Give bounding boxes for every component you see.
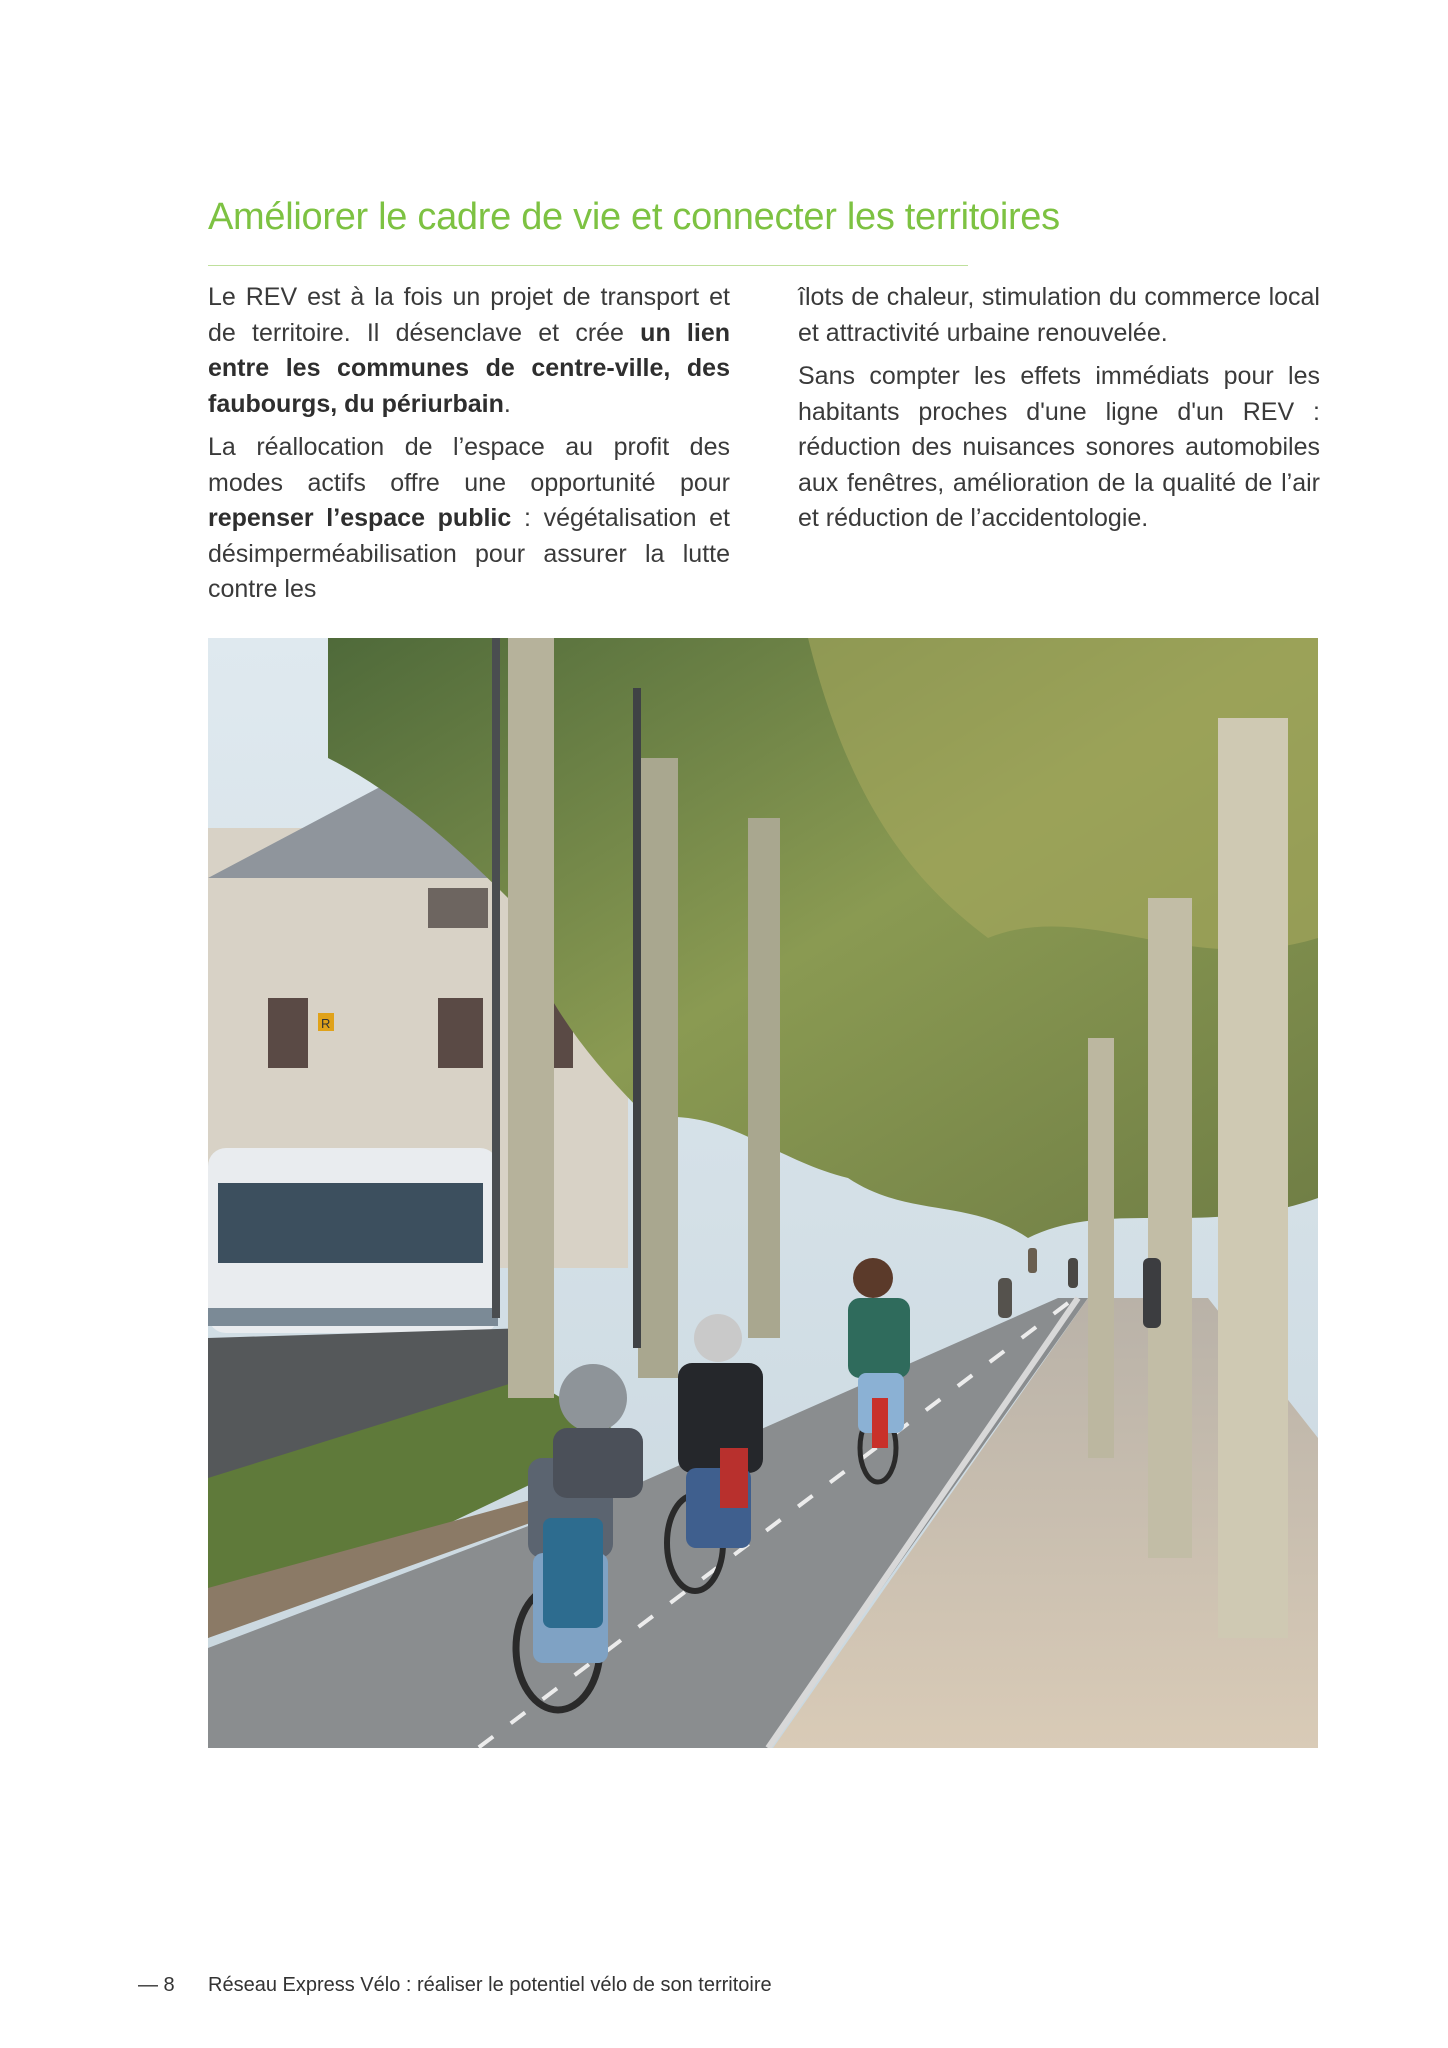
building-sign-letter: R [321,1016,331,1031]
title-divider [208,265,968,266]
highlight-public-space: repenser l’espace public [208,504,512,532]
page-number: — 8 [138,1974,175,1996]
tree-trunk [638,758,678,1378]
paragraph-public-space: La réallocation de l’espace au profit des modes actifs offre une opportunité pour repenser l’espace public : végétalisation et désimperméabilisation pour assurer la lutte contre les [208,433,731,603]
paragraph-rev-link: Le REV est à la fois un projet de transport et de territoire. Il désenclave et crée un lien entre les communes de centre-ville, des faubourgs, du périurbain. [208,283,730,418]
cycle-path-illustration [208,638,1318,1748]
tree-trunk [1088,1038,1114,1458]
footer-document-title: Réseau Express Vélo : réaliser le potentiel vélo de son territoire [208,1974,772,1996]
tree-trunk [748,818,780,1338]
lamp-pole [633,688,641,1348]
tram-windows [218,1183,483,1263]
highlight-communes: un lien entre les communes de centre-ville, des faubourgs, du périurbain [208,318,730,418]
tree-trunk [1218,718,1288,1638]
tree-trunk [508,638,554,1398]
tree-trunk [1148,898,1192,1558]
lamp-pole [492,638,500,1318]
section-title: Améliorer le cadre de vie et connecter les territoires [208,196,1060,238]
text-column-left [208,280,730,616]
building-window [438,998,483,1068]
cycle-path-photo [208,638,1318,1748]
building-window [428,888,488,928]
paragraph-immediate-effects: Sans compter les effets immédiats pour les habitants proches d'une ligne d'un REV : réduction des nuisances sonores automobiles aux fenêtres, amélioration de la qualité de l’air et réduction de l’accidentologie. [798,362,1320,532]
tram-base [208,1308,498,1326]
text-column-right [798,280,1320,545]
paragraph-heat-islands: îlots de chaleur, stimulation du commerce local et attractivité urbaine renouvelée. [798,283,1320,347]
building-window [268,998,308,1068]
